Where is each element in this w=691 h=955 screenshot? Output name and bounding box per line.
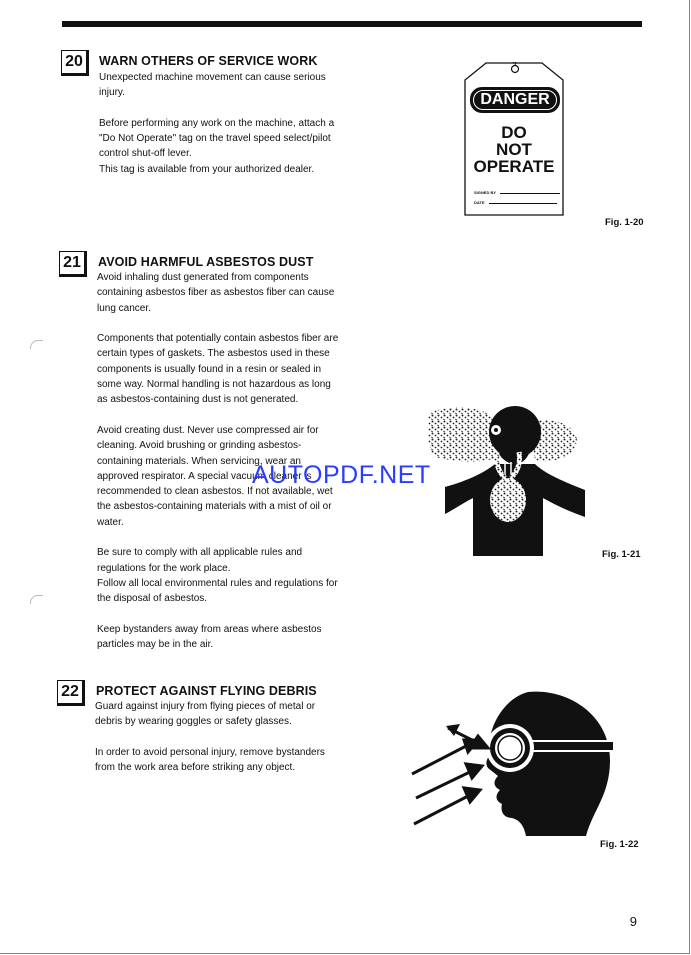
tag-line-not: NOT: [496, 140, 532, 159]
figure-label-1-21: Fig. 1-21: [602, 549, 641, 560]
paragraph: Avoid creating dust. Never use compressed air for cleaning. Avoid brushing or grinding asbestos- containing materials. When servicing, wear an approved respirator. A special vacuum cleaner is recommended to clean asbestos. If not available, wet the asbestos-containing materials with a mist of oil or water.: [97, 424, 333, 528]
paragraph: Avoid inhaling dust generated from components containing asbestos fiber as asbestos fiber can cause lung cancer.: [97, 272, 335, 314]
margin-mark: [30, 340, 43, 349]
tag-line-do: DO: [501, 123, 527, 142]
section-title-20: WARN OTHERS OF SERVICE WORK: [99, 54, 318, 68]
danger-tag-icon: [464, 62, 564, 216]
section-number-20: 20: [61, 50, 89, 76]
watermark: AUTOPDF.NET: [252, 461, 431, 489]
section-body-20: [99, 70, 359, 192]
paragraph: Be sure to comply with all applicable rules and regulations for the work place. Follow all local environmental rules and regulations for the disposal of asbestos.: [97, 547, 338, 605]
page-number: 9: [629, 914, 637, 929]
figure-label-1-20: Fig. 1-20: [605, 217, 644, 228]
paragraph: Components that potentially contain asbestos fiber are certain types of gaskets. The asbestos used in these components is usually found in a resin or sealed in some way. Normal handling is not hazardous as long as asbestos-containing dust is not generated.: [97, 333, 339, 406]
tag-line-operate: OPERATE: [473, 157, 555, 176]
section-number-22: 22: [57, 680, 85, 706]
paragraph: Keep bystanders away from areas where asbestos particles may be in the air.: [97, 623, 322, 651]
tag-signed-line: SIGNED BY: [474, 190, 560, 195]
margin-mark: [30, 595, 43, 604]
section-title-21: AVOID HARMFUL ASBESTOS DUST: [98, 255, 314, 269]
section-title-22: PROTECT AGAINST FLYING DEBRIS: [96, 684, 317, 698]
section-body-22: [95, 699, 365, 791]
paragraph: In order to avoid personal injury, remove bystanders from the work area before striking any object.: [95, 746, 325, 774]
paragraph: Unexpected machine movement can cause serious injury.: [99, 72, 326, 99]
asbestos-respirator-icon: [425, 402, 585, 558]
section-number-21: 21: [59, 251, 87, 277]
paragraph: Before performing any work on the machine, attach a "Do Not Operate" tag on the travel speed select/pilot control shut-off lever. This tag is available from your authorized dealer.: [99, 117, 335, 175]
paragraph: Guard against injury from flying pieces of metal or debris by wearing goggles or safety glasses.: [95, 701, 316, 728]
top-rule: [62, 21, 642, 27]
danger-banner: DANGER: [470, 87, 560, 113]
tag-date-line: DATE: [474, 200, 557, 205]
figure-label-1-22: Fig. 1-22: [600, 839, 639, 850]
goggles-debris-icon: [408, 690, 613, 838]
